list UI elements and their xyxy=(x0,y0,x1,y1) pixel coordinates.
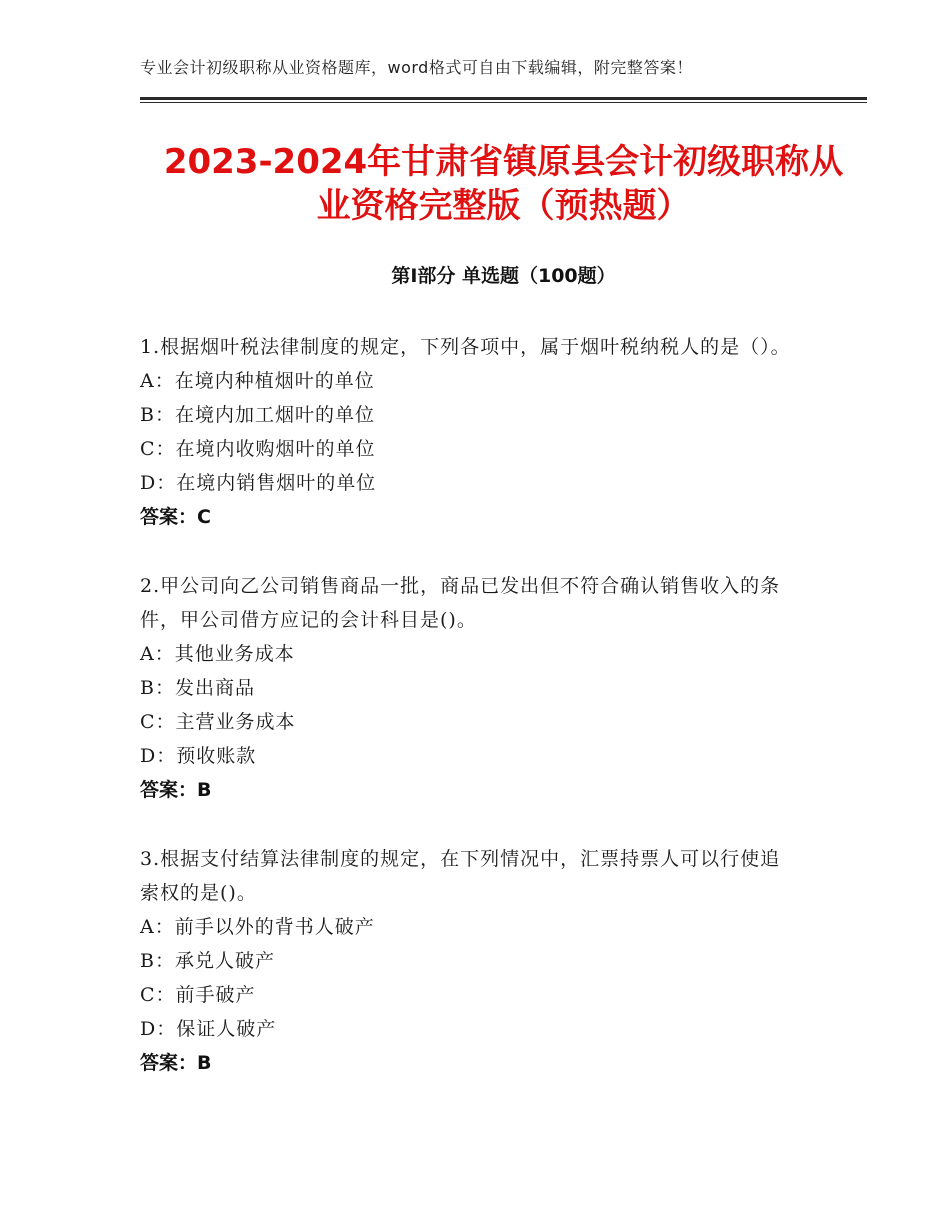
question-stem: 1.根据烟叶税法律制度的规定，下列各项中，属于烟叶税纳税人的是（）。 xyxy=(140,336,791,358)
option-a: A：其他业务成本 xyxy=(140,643,295,665)
option-c: C：在境内收购烟叶的单位 xyxy=(140,438,376,460)
question-3 xyxy=(140,842,800,1080)
option-d: D：在境内销售烟叶的单位 xyxy=(140,472,377,494)
section-heading: 第Ⅰ部分 单选题（100题） xyxy=(391,265,616,287)
option-a: A：前手以外的背书人破产 xyxy=(140,916,375,938)
answer: 答案：C xyxy=(140,506,211,528)
question-stem: 3.根据支付结算法律制度的规定，在下列情况中，汇票持票人可以行使追索权的是()。 xyxy=(140,848,781,904)
option-c: C：主营业务成本 xyxy=(140,711,296,733)
option-a: A：在境内种植烟叶的单位 xyxy=(140,370,375,392)
option-d: D：保证人破产 xyxy=(140,1018,277,1040)
title-line-1: 2023-2024年甘肃省镇原县会计初级职称从 xyxy=(163,142,844,182)
header-rule-thin xyxy=(140,102,867,103)
question-1 xyxy=(140,330,800,534)
page-header-text: 专业会计初级职称从业资格题库，word格式可自由下载编辑，附完整答案！ xyxy=(140,58,693,77)
question-stem: 2.甲公司向乙公司销售商品一批，商品已发出但不符合确认销售收入的条件，甲公司借方应记的会计科目是()。 xyxy=(140,575,781,631)
answer: 答案：B xyxy=(140,1052,212,1074)
header-rule-thick xyxy=(140,97,867,100)
option-b: B：在境内加工烟叶的单位 xyxy=(140,404,375,426)
option-b: B：发出商品 xyxy=(140,677,255,699)
option-c: C：前手破产 xyxy=(140,984,256,1006)
document-title xyxy=(140,140,867,228)
option-d: D：预收账款 xyxy=(140,745,257,767)
answer: 答案：B xyxy=(140,779,212,801)
option-b: B：承兑人破产 xyxy=(140,950,275,972)
question-list xyxy=(140,330,800,1115)
question-2 xyxy=(140,569,800,807)
title-line-2: 业资格完整版（预热题） xyxy=(316,186,691,226)
